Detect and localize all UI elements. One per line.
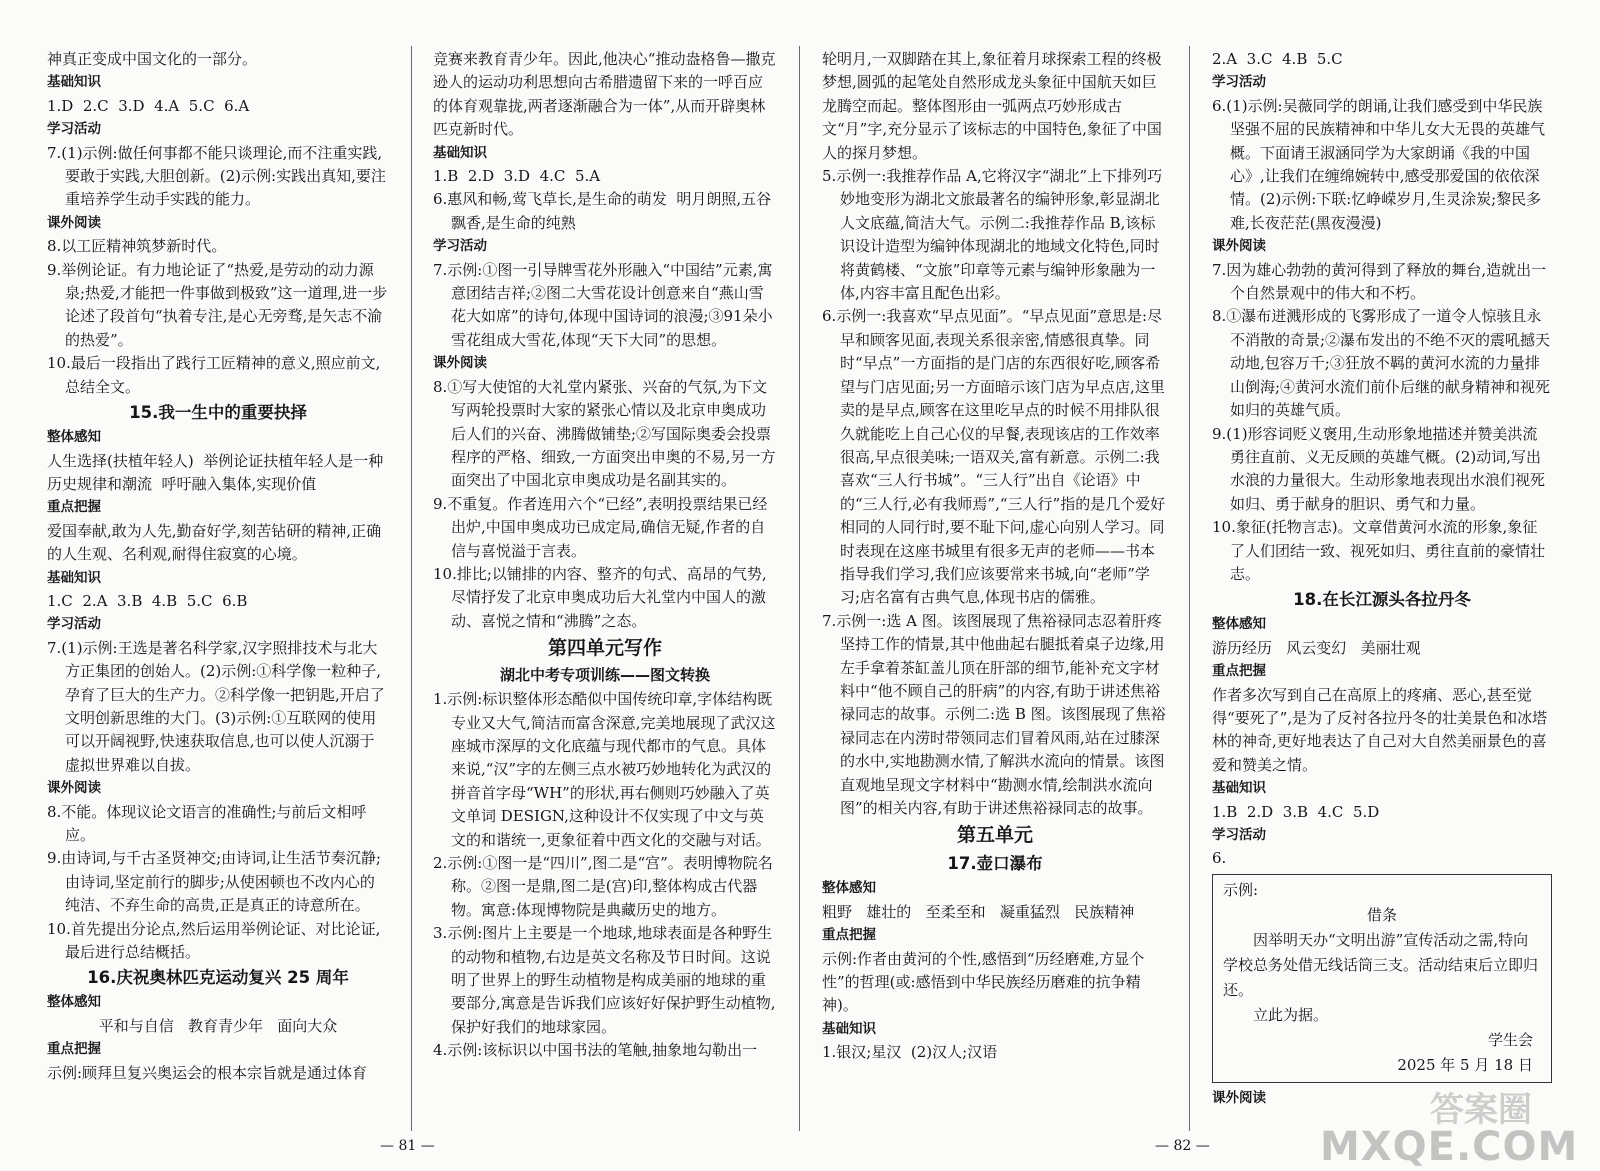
answer-item: 8.①写大使馆的大礼堂内紧张、兴奋的气氛,为下文写两轮投票时大家的紧张心情以及北京申奥成功后人们的兴奋、沸腾做铺垫;②写国际奥委会投票程序的严格、细致,一方面突出申奥的不易,另一方面突出了中国北京申奥成功是名副其实的。 (433, 377, 776, 490)
section-heading: 重点把握 (47, 1041, 101, 1058)
answer-item: 3.示例:图片上主要是一个地球,地球表面是各种野生的动物和植物,右边是英文名称及节日时间。这说明了世界上的野生动植物是构成美丽的地球的重要部分,寓意是告诉我们应该好好保护野生动植物,保护好我们的地球家园。 (433, 924, 776, 1036)
answer-item: 7.示例:①图一引导牌雪花外形融入“中国结”元素,寓意团结吉祥;②图二大雪花设计创意来自“燕山雪花大如席”的诗句,体现中国诗词的浪漫;③91朵小雪花组成大雪花,体现“天下大同”的思想。 (433, 260, 773, 349)
answer-paragraph: 作者多次写到自己在高原上的疼痛、恶心,甚至觉得“要死了”,是为了反衬各拉丹冬的壮美景色和冰塔林的神奇,更好地表达了自己对大自然美丽景色的喜爱和赞美之情。 (1212, 685, 1548, 774)
answer-item: 7.示例一:选 A 图。该图展现了焦裕禄同志忍着肝疼坚持工作的情景,其中他曲起右腿抵着桌子边缘,用左手拿着茶缸盖儿顶在肝部的细节,能补充文字材料中“他不顾自己的肝病”的内容,有助于讲述焦裕禄同志的故事。示例二:选 B 图。该图展现了焦裕禄同志在内涝时带领同志们冒着风雨,站在过膝深的水中,实地勘测水情,了解洪水流向的情景。该图直观地呈现文字材料中“勘测水情,绘制洪水流向图”的相关内容,有助于讲述焦裕禄同志的故事。 (822, 611, 1166, 817)
column-divider (411, 46, 412, 1131)
answer-item: 6.惠风和畅,莺飞草长,是生命的萌发 明月朗照,五谷飘香,是生命的纯熟 (433, 190, 772, 232)
section-heading: 学习活动 (1212, 827, 1266, 843)
answer-paragraph: 示例:作者由黄河的个性,感悟到“历经磨难,方显个性”的哲理(或:感悟到中华民族经历磨难的抗争精神)。 (822, 949, 1145, 1015)
answer-item: 8.以工匠精神筑梦新时代。 (47, 237, 227, 256)
section-heading: 基础知识 (1212, 780, 1266, 797)
answer-paragraph: 1.银汉;星汉 (2)汉人;汉语 (822, 1043, 998, 1062)
answer-paragraph: 竞赛来教育青少年。因此,他决心“推动盎格鲁—撒克逊人的运动功利思想向古希腊遗留下来的一呼百应的体育观靠拢,两者逐渐融合为一体”,从而开辟奥林匹克新时代。 (433, 50, 776, 139)
answer-paragraph: 人生选择(扶植年轻人) 举例论证扶植年轻人是一种历史规律和潮流 呼吁融入集体,实现价值 (47, 451, 384, 493)
answer-paragraph: 爱国奉献,敢为人先,勤奋好学,刻苦钻研的精神,正确的人生观、名利观,耐得住寂寞的心境。 (47, 521, 382, 564)
watermark-en-text: MXQE.COM (1320, 1124, 1579, 1170)
iou-note-line: 示例: (1223, 880, 1259, 899)
section-heading: 学习活动 (433, 238, 487, 255)
answer-paragraph: 6. (1212, 849, 1227, 868)
section-heading: 整体感知 (822, 880, 876, 897)
column-divider (799, 46, 800, 1131)
answer-paragraph: 轮明月,一双脚踏在其上,象征着月球探索工程的终极梦想,圆弧的起笔处自然形成龙头象征中国航天如巨龙腾空而起。整体图形由一弧两点巧妙形成古文“月”字,充分显示了该标志的中国特色,象征了中国人的探月梦想。 (822, 50, 1162, 162)
answer-item: 1.示例:标识整体形态酷似中国传统印章,字体结构既专业又大气,简洁而富含深意,完美地展现了武汉这座城市深厚的文化底蕴与现代都市的气息。具体来说,“汉”字的左侧三点水被巧妙地转化为武汉的拼音首字母“WH”的形状,再右侧则巧妙融入了英文单词 DESIGN,这种设计不仅实现了中文与英文的和谐统一,更象征着中西文化的交融与对话。 (433, 690, 776, 849)
answer-item: 10.象征(托物言志)。文章借黄河水流的形象,象征了人们团结一致、视死如归、勇往直前的豪情壮志。 (1212, 518, 1546, 583)
column-1 (47, 48, 389, 1085)
answer-paragraph: 1.C 2.A 3.B 4.B 5.C 6.B (47, 591, 248, 610)
answer-paragraph: 1.D 2.C 3.D 4.A 5.C 6.A (47, 96, 250, 115)
answer-item: 7.(1)示例:王选是著名科学家,汉字照排技术与北大方正集团的创始人。(2)示例:①科学像一粒种子,孕育了巨大的生产力。②科学像一把钥匙,开启了文明创新思维的大门。(3)示例:①互联网的使用可以开阔视野,快速获取信息,也可以使人沉溺于虚拟世界难以自拔。 (47, 638, 385, 774)
answer-item: 9.不重复。作者连用六个“已经”,表明投票结果已经出炉,中国申奥成功已成定局,确信无疑,作者的自信与喜悦溢于言表。 (433, 494, 768, 560)
answer-paragraph: 1.B 2.D 3.B 4.C 5.D (1212, 802, 1380, 821)
answer-paragraph: 神真正变成中国文化的一部分。 (47, 50, 258, 68)
answer-paragraph: 示例:顾拜旦复兴奥运会的根本宗旨就是通过体育 (47, 1063, 368, 1082)
iou-note-line: 学生会 (1487, 1030, 1533, 1049)
answer-item: 6.示例一:我喜欢“早点见面”。“早点见面”意思是:尽早和顾客见面,表现关系很亲密,情感很真挚。同时“早点”一方面指的是门店的东西很好吃,顾客希望与门店见面;另一方面暗示该门店为早点店,这里卖的是早点,顾客在这里吃早点的时候不用排队很久就能吃上自己心仪的早餐,表现该店的工作效率很高,早点很美味;一语双关,富有新意。示例二:我喜欢“三人行书城”。“三人行”出自《论语》中的“三人行,必有我师焉”,“三人行”指的是几个爱好相同的人同行时,要不耻下问,虚心向别人学习。同时表现在这座书城里有很多无声的老师——书本指导我们学习,我们应该要常来书城,向“老师”学习;店名富有古典气息,体现书店的儒雅。 (822, 307, 1166, 607)
section-heading: 重点把握 (47, 499, 101, 516)
section-heading: 整体感知 (47, 429, 101, 446)
page-number-left: — 81 — (380, 1138, 435, 1154)
answer-item: 6.(1)示例:吴薇同学的朗诵,让我们感受到中华民族坚强不屈的民族精神和中华儿女大无畏的英雄气概。下面请王淑涵同学为大家朗诵《我的中国心》,让我们在缠绵婉转中,感受那爱国的依依深情。(2)示例:下联:忆峥嵘岁月,生灵涂炭;黎民多难,长夜茫茫(黑夜漫漫) (1212, 96, 1546, 232)
answer-item: 9.举例论证。有力地论证了“热爱,是劳动的动力源泉;热爱,才能把一件事做到极致”这一道理,进一步论述了段首句“执着专注,是心无旁骛,是矢志不渝的热爱”。 (47, 260, 388, 349)
watermark-cn-text: 答案圈 (1430, 1090, 1532, 1130)
answer-item: 8.①瀑布迸溅形成的飞雾形成了一道令人惊骇且永不消散的奇景;②瀑布发出的不绝不灭的震吼撼天动地,包容万千;③狂放不羁的黄河水流的力量排山倒海;④黄河水流们前仆后继的献身精神和视死如归的英雄气质。 (1212, 307, 1551, 420)
section-heading: 课外阅读 (47, 780, 101, 797)
iou-note-line: 2025 年 5 月 18 日 (1397, 1055, 1533, 1074)
page-number-right: — 82 — (1155, 1138, 1210, 1154)
answer-item: 9.由诗词,与千古圣贤神交;由诗词,让生活节奏沉静;由诗词,坚定前行的脚步;从使困顿也不改内心的纯洁、不弃生命的高贵,正是真正的诗意所在。 (47, 849, 381, 915)
unit-title: 第五单元 (956, 824, 1033, 847)
answer-item: 10.排比;以铺排的内容、整齐的句式、高昂的气势,尽情抒发了北京申奥成功后大礼堂内中国人的激动、喜悦之情和“沸腾”之态。 (433, 564, 767, 630)
answer-item: 7.(1)示例:做任何事都不能只谈理论,而不注重实践,要敢于实践,大胆创新。(2)示例:实践出真知,要注重培养学生动手实践的能力。 (47, 143, 386, 209)
answer-paragraph: 2.A 3.C 4.B 5.C (1212, 50, 1343, 68)
answer-paragraph: 粗野 雄壮的 至柔至和 凝重猛烈 民族精神 (822, 902, 1135, 921)
answer-item: 4.示例:该标识以中国书法的笔触,抽象地勾勒出一 (433, 1041, 758, 1060)
section-heading: 整体感知 (1212, 616, 1266, 633)
section-heading: 基础知识 (433, 144, 487, 161)
answer-item: 8.不能。体现议论文语言的准确性;与前后文相呼应。 (47, 802, 367, 844)
section-heading: 课外阅读 (47, 214, 101, 231)
column-4 (1212, 48, 1552, 1110)
section-heading: 整体感知 (47, 994, 101, 1011)
section-heading: 基础知识 (822, 1020, 876, 1037)
section-heading: 课外阅读 (433, 355, 487, 372)
section-heading: 重点把握 (1212, 663, 1266, 680)
answer-paragraph: 游历经历 风云变幻 美丽壮观 (1212, 638, 1421, 657)
section-heading: 基础知识 (47, 74, 101, 91)
answer-item: 9.(1)形容词贬义褒用,生动形象地描述并赞美洪流勇往直前、义无反顾的英雄气概。(2)动词,写出水浪的力量很大。生动形象地表现出水浪们视死如归、勇于献身的胆识、勇气和力量。 (1212, 424, 1546, 513)
section-heading: 重点把握 (822, 927, 876, 944)
iou-note-line: 借条 (1366, 905, 1397, 924)
section-heading: 课外阅读 (1212, 1089, 1266, 1106)
section-heading: 基础知识 (47, 569, 101, 586)
answer-line: 平和与自信 教育青少年 面向大众 (98, 1016, 338, 1035)
section-heading: 学习活动 (1212, 74, 1266, 91)
answer-paragraph: 1.B 2.D 3.D 4.C 5.A (433, 167, 601, 186)
lesson-title: 17.壶口瀑布 (947, 854, 1043, 874)
lesson-title: 16.庆祝奥林匹克运动复兴 25 周年 (87, 968, 349, 988)
section-heading: 课外阅读 (1212, 238, 1266, 255)
column-2 (433, 48, 777, 1063)
lesson-title: 15.我一生中的重要抉择 (129, 403, 307, 423)
unit-title: 第四单元写作 (547, 637, 662, 660)
iou-note-box (1212, 874, 1552, 1083)
iou-note-line: 因举明天办“文明出游”宣传活动之需,特向学校总务处借无线话筒三支。活动结束后立即归还。 (1223, 930, 1539, 999)
answer-item: 10.首先提出分论点,然后运用举例论证、对比论证,最后进行总结概括。 (47, 919, 381, 962)
answer-item: 2.示例:①图一是“四川”,图二是“宫”。表明博物院名称。②图一是鼎,图二是(宫)印,整体构成古代器物。寓意:体现博物院是典藏历史的地方。 (433, 854, 773, 919)
answer-item: 10.最后一段指出了践行工匠精神的意义,照应前文,总结全文。 (47, 354, 381, 396)
answer-item: 7.因为雄心勃勃的黄河得到了释放的舞台,造就出一个自然景观中的伟大和不朽。 (1212, 260, 1547, 303)
section-heading: 学习活动 (47, 616, 101, 633)
column-3 (822, 48, 1168, 1065)
section-heading: 学习活动 (47, 121, 101, 138)
subtitle: 湖北中考专项训练——图文转换 (499, 666, 710, 685)
answer-item: 5.示例一:我推荐作品 A,它将汉字“湖北”上下排列巧妙地变形为湖北文旅最著名的编钟形象,彰显湖北人文底蕴,简洁大气。示例二:我推荐作品 B,该标识设计造型为编钟体现湖北的地域文化特色,同时将黄鹤楼、“文旅”印章等元素与编钟形象融为一体,内容丰富且配色出彩。 (822, 167, 1163, 303)
column-divider (1189, 46, 1190, 1131)
lesson-title: 18.在长江源头各拉丹冬 (1293, 590, 1471, 610)
iou-note-line: 立此为据。 (1253, 1005, 1329, 1024)
